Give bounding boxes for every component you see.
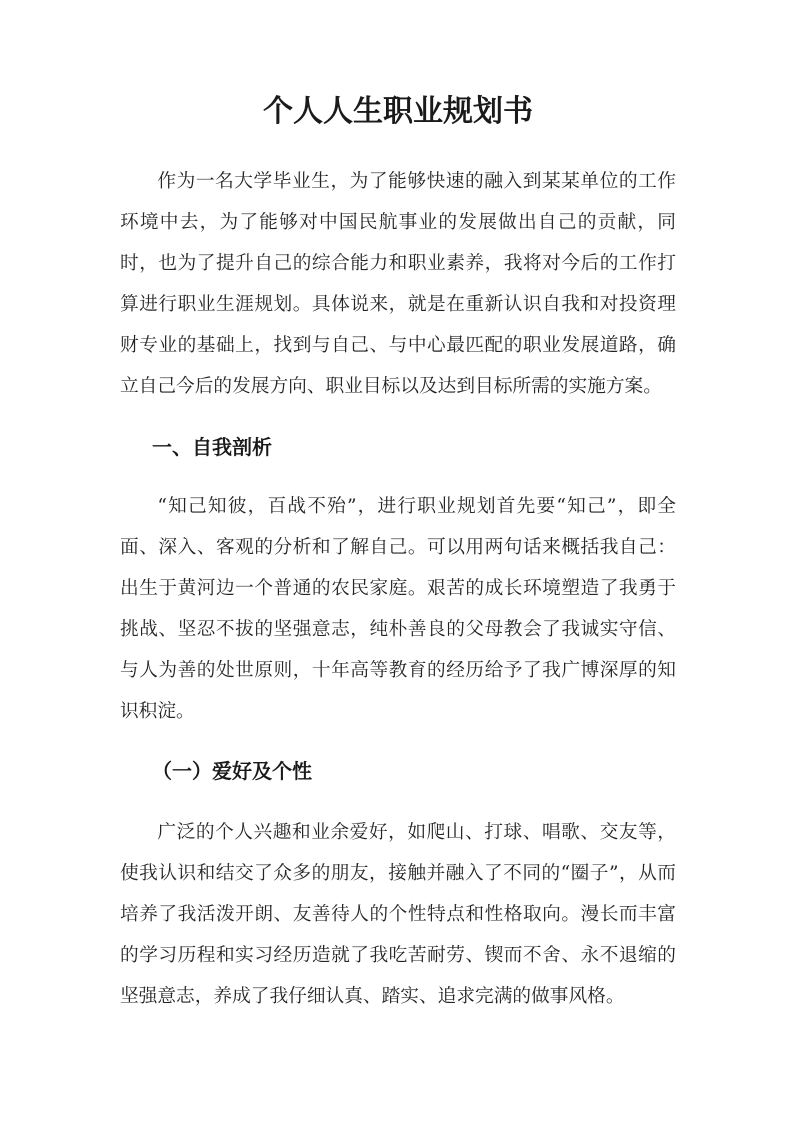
document-title: 个人人生职业规划书	[263, 94, 533, 129]
self-analysis-paragraph: “知己知彼，百战不殆”，进行职业规划首先要“知己”，即全面、深入、客观的分析和了解自己。可以用两句话来概括我自己：出生于黄河边一个普通的农民家庭。艰苦的成长环境塑造了我勇于挑战、坚忍不拔的坚强意志，纯朴善良的父母教会了我诚实守信、与人为善的处世原则，十年高等教育的经历给予了我广博深厚的知识积淀。	[120, 496, 676, 722]
subsection-heading-hobbies-personality: （一）爱好及个性	[152, 759, 312, 783]
intro-paragraph: 作为一名大学毕业生，为了能够快速的融入到某某单位的工作环境中去，为了能够对中国民航事业的发展做出自己的贡献，同时，也为了提升自己的综合能力和职业素养，我将对今后的工作打算进行职业生涯规划。具体说来，就是在重新认识自我和对投资理财专业的基础上，找到与自己、与中心最匹配的职业发展道路，确立自己今后的发展方向、职业目标以及达到目标所需的实施方案。	[120, 171, 676, 397]
hobbies-personality-paragraph: 广泛的个人兴趣和业余爱好，如爬山、打球、唱歌、交友等，使我认识和结交了众多的朋友，接触并融入了不同的“圈子”，从而培养了我活泼开朗、友善待人的个性特点和性格取向。漫长而丰富的学习历程和实习经历造就了我吃苦耐劳、锲而不舍、永不退缩的坚强意志，养成了我仔细认真、踏实、追求完满的做事风格。	[120, 822, 676, 1007]
section-heading-self-analysis: 一、自我剖析	[152, 435, 272, 459]
